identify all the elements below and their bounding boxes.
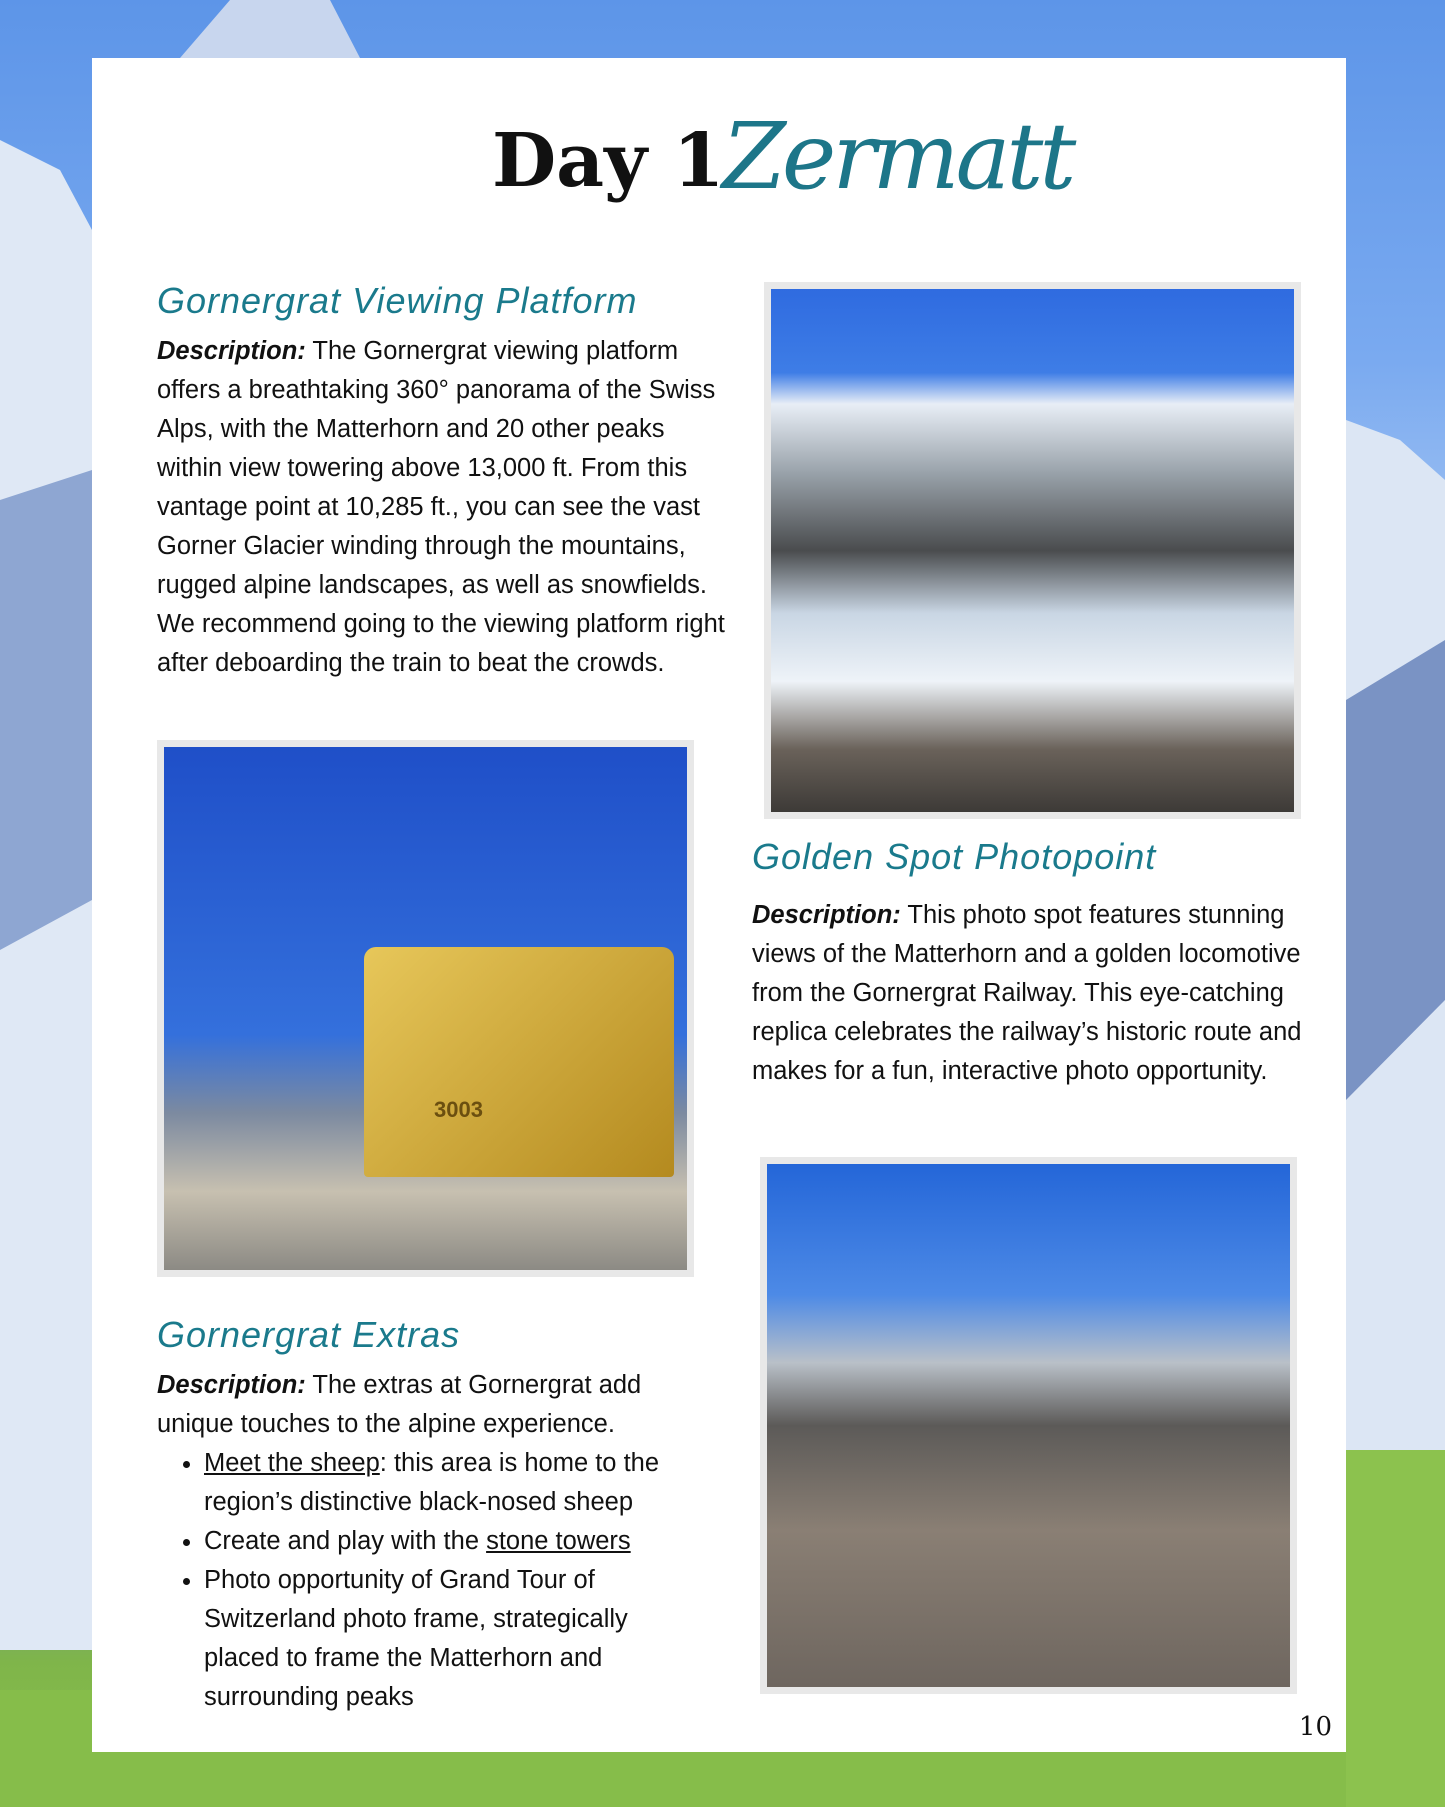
itinerary-page <box>92 58 1346 1752</box>
description-text: The Gornergrat viewing platform offers a breathtaking 360° panorama of the Swiss Alps, with the Matterhorn and 20 other peaks within view towering above 13,000 ft. From this vantage point at 10,285 ft., you can see the vast Gorner Glacier winding through the mountains, rugged alpine landscapes, as well as snowfields. We recommend going to the viewing platform right after deboarding the train to beat the crowds. <box>157 337 725 677</box>
stone-towers-photo <box>760 1157 1297 1694</box>
page-number: 10 <box>1298 1712 1332 1742</box>
section-description <box>157 1366 687 1717</box>
stone-towers-link[interactable]: stone towers <box>486 1527 631 1555</box>
section-description <box>752 896 1322 1091</box>
list-item <box>204 1444 687 1522</box>
glacier-photo <box>764 282 1301 819</box>
section-heading: Gornergrat Extras <box>157 1314 461 1355</box>
description-text: The extras at Gornergrat add unique touches to the alpine experience. <box>157 1371 642 1438</box>
list-item <box>204 1522 687 1561</box>
day-title: Day 1 <box>492 118 725 204</box>
list-item-text: Photo opportunity of Grand Tour of Switzerland photo frame, strategically placed to frame the Matterhorn and surrounding peaks <box>204 1566 628 1711</box>
list-item-text: Create and play with the <box>204 1527 487 1555</box>
golden-train-photo <box>157 740 694 1277</box>
section-description <box>157 332 727 683</box>
list-item-text: : this area is home to the region’s distinctive black-nosed sheep <box>204 1449 660 1516</box>
section-heading: Golden Spot Photopoint <box>752 836 1157 877</box>
meet-the-sheep-link[interactable]: Meet the sheep <box>204 1449 380 1477</box>
extras-list <box>157 1444 687 1717</box>
description-label: Description: <box>752 901 901 929</box>
description-label: Description: <box>157 337 306 365</box>
description-label: Description: <box>157 1371 306 1399</box>
section-heading: Gornergrat Viewing Platform <box>157 280 638 321</box>
description-text: This photo spot features stunning views of the Matterhorn and a golden locomotive from the Gornergrat Railway. This eye-catching replica celebrates the railway’s historic route and makes for a fun, interactive photo opportunity. <box>752 901 1302 1085</box>
train-number: 3003 <box>434 1097 483 1122</box>
list-item <box>204 1561 687 1717</box>
location-title: Zermatt <box>722 103 1073 210</box>
golden-locomotive <box>364 947 674 1177</box>
